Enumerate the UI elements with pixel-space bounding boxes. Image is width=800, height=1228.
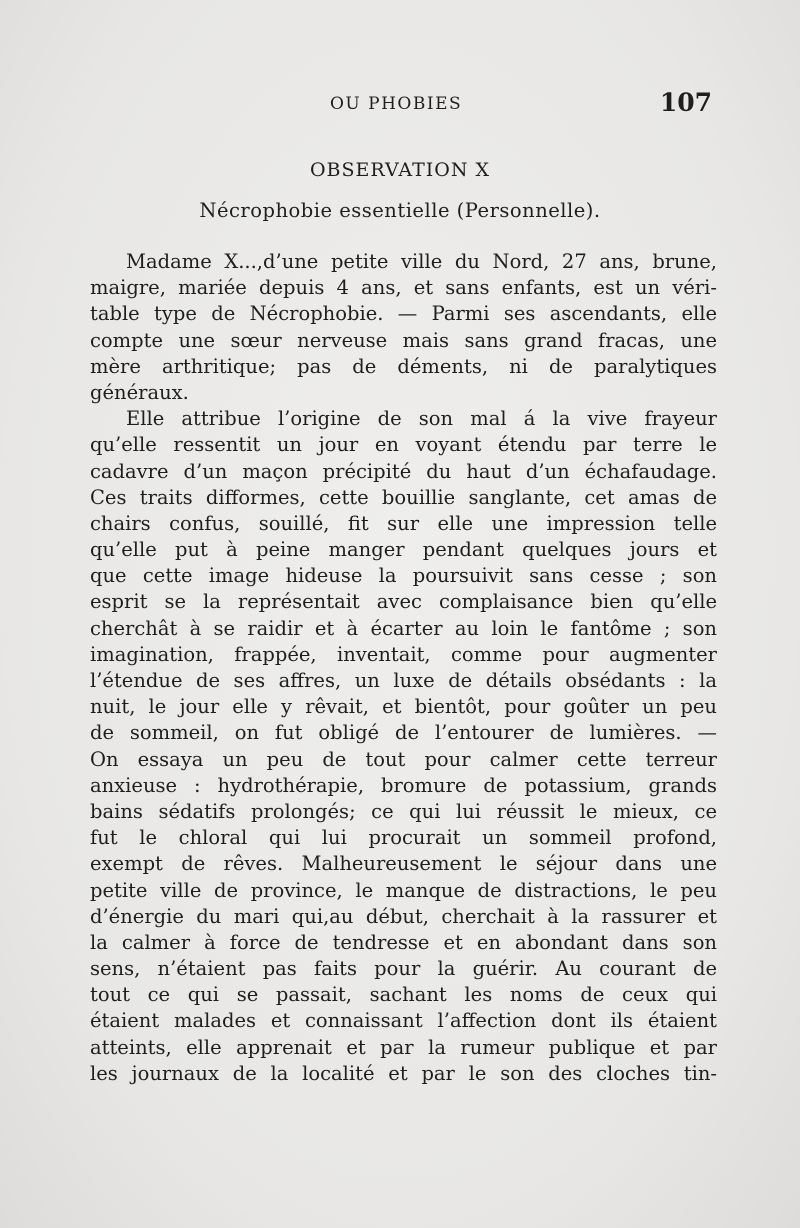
text-line: de sommeil, on fut obligé de l’entourer de lumières. — — [90, 721, 717, 745]
text-line: exempt de rêves. Malheureusement le séjour dans une — [90, 852, 717, 876]
text-line: Ces traits difformes, cette bouillie sanglante, cet amas de — [90, 485, 717, 509]
text-line: fut le chloral qui lui procurait un sommeil profond, — [90, 826, 717, 850]
text-line: atteints, elle apprenait et par la rumeur publique et par — [90, 1035, 717, 1059]
running-title: OU PHOBIES — [330, 94, 463, 114]
text-line: chairs confus, souillé, fit sur elle une impression telle — [90, 511, 717, 535]
text-line: petite ville de province, le manque de distractions, le peu — [90, 878, 717, 902]
text-line: qu’elle put à peine manger pendant quelques jours et — [90, 538, 717, 562]
text-line: On essaya un peu de tout pour calmer cette terreur — [90, 747, 717, 771]
text-line: cherchât à se raidir et à écarter au loin le fantôme ; son — [90, 616, 717, 640]
text-line: que cette image hideuse la poursuivit sans cesse ; son — [90, 564, 717, 588]
text-line: esprit se la représentait avec complaisance bien qu’elle — [90, 590, 717, 614]
text-line: Elle attribue l’origine de son mal á la vive frayeur — [126, 407, 717, 431]
text-line: cadavre d’un maçon précipité du haut d’un échafaudage. — [90, 459, 717, 483]
body-text — [90, 249, 717, 1087]
text-line: maigre, mariée depuis 4 ans, et sans enfants, est un véri- — [90, 276, 717, 300]
text-line: mère arthritique; pas de déments, ni de paralytiques — [90, 354, 717, 378]
observation-subtitle: Nécrophobie essentielle (Personnelle). — [199, 199, 601, 222]
observation-title: OBSERVATION X — [309, 159, 491, 181]
text-line: la calmer à force de tendresse et en abondant dans son — [90, 930, 717, 954]
text-line: sens, n’étaient pas faits pour la guérir. Au courant de — [90, 957, 717, 981]
text-line: compte une sœur nerveuse mais sans grand fracas, une — [90, 328, 717, 352]
text-line: table type de Nécrophobie. — Parmi ses ascendants, elle — [90, 302, 717, 326]
text-line: qu’elle ressentit un jour en voyant étendu par terre le — [90, 433, 717, 457]
text-line: anxieuse : hydrothérapie, bromure de potassium, grands — [90, 773, 717, 797]
text-line: étaient malades et connaissant l’affection dont ils étaient — [90, 1009, 717, 1033]
paragraph-1 — [90, 249, 717, 406]
page-number: 107 — [659, 88, 712, 117]
text-line: imagination, frappée, inventait, comme pour augmenter — [90, 642, 717, 666]
text-line: généraux. — [90, 380, 189, 404]
paragraph-2 — [90, 406, 717, 1087]
text-line: d’énergie du mari qui,au début, cherchait à la rassurer et — [90, 904, 717, 928]
text-line: les journaux de la localité et par le son des cloches tin- — [90, 1061, 717, 1085]
text-line: Madame X...,d’une petite ville du Nord, 27 ans, brune, — [126, 250, 717, 273]
text-line: bains sédatifs prolongés; ce qui lui réussit le mieux, ce — [90, 799, 717, 823]
text-line: l’étendue de ses affres, un luxe de détails obsédants : la — [90, 669, 717, 692]
text-line: tout ce qui se passait, sachant les noms de ceux qui — [90, 983, 717, 1007]
text-line: nuit, le jour elle y rêvait, et bientôt, pour goûter un peu — [90, 695, 717, 719]
running-head — [90, 88, 712, 118]
